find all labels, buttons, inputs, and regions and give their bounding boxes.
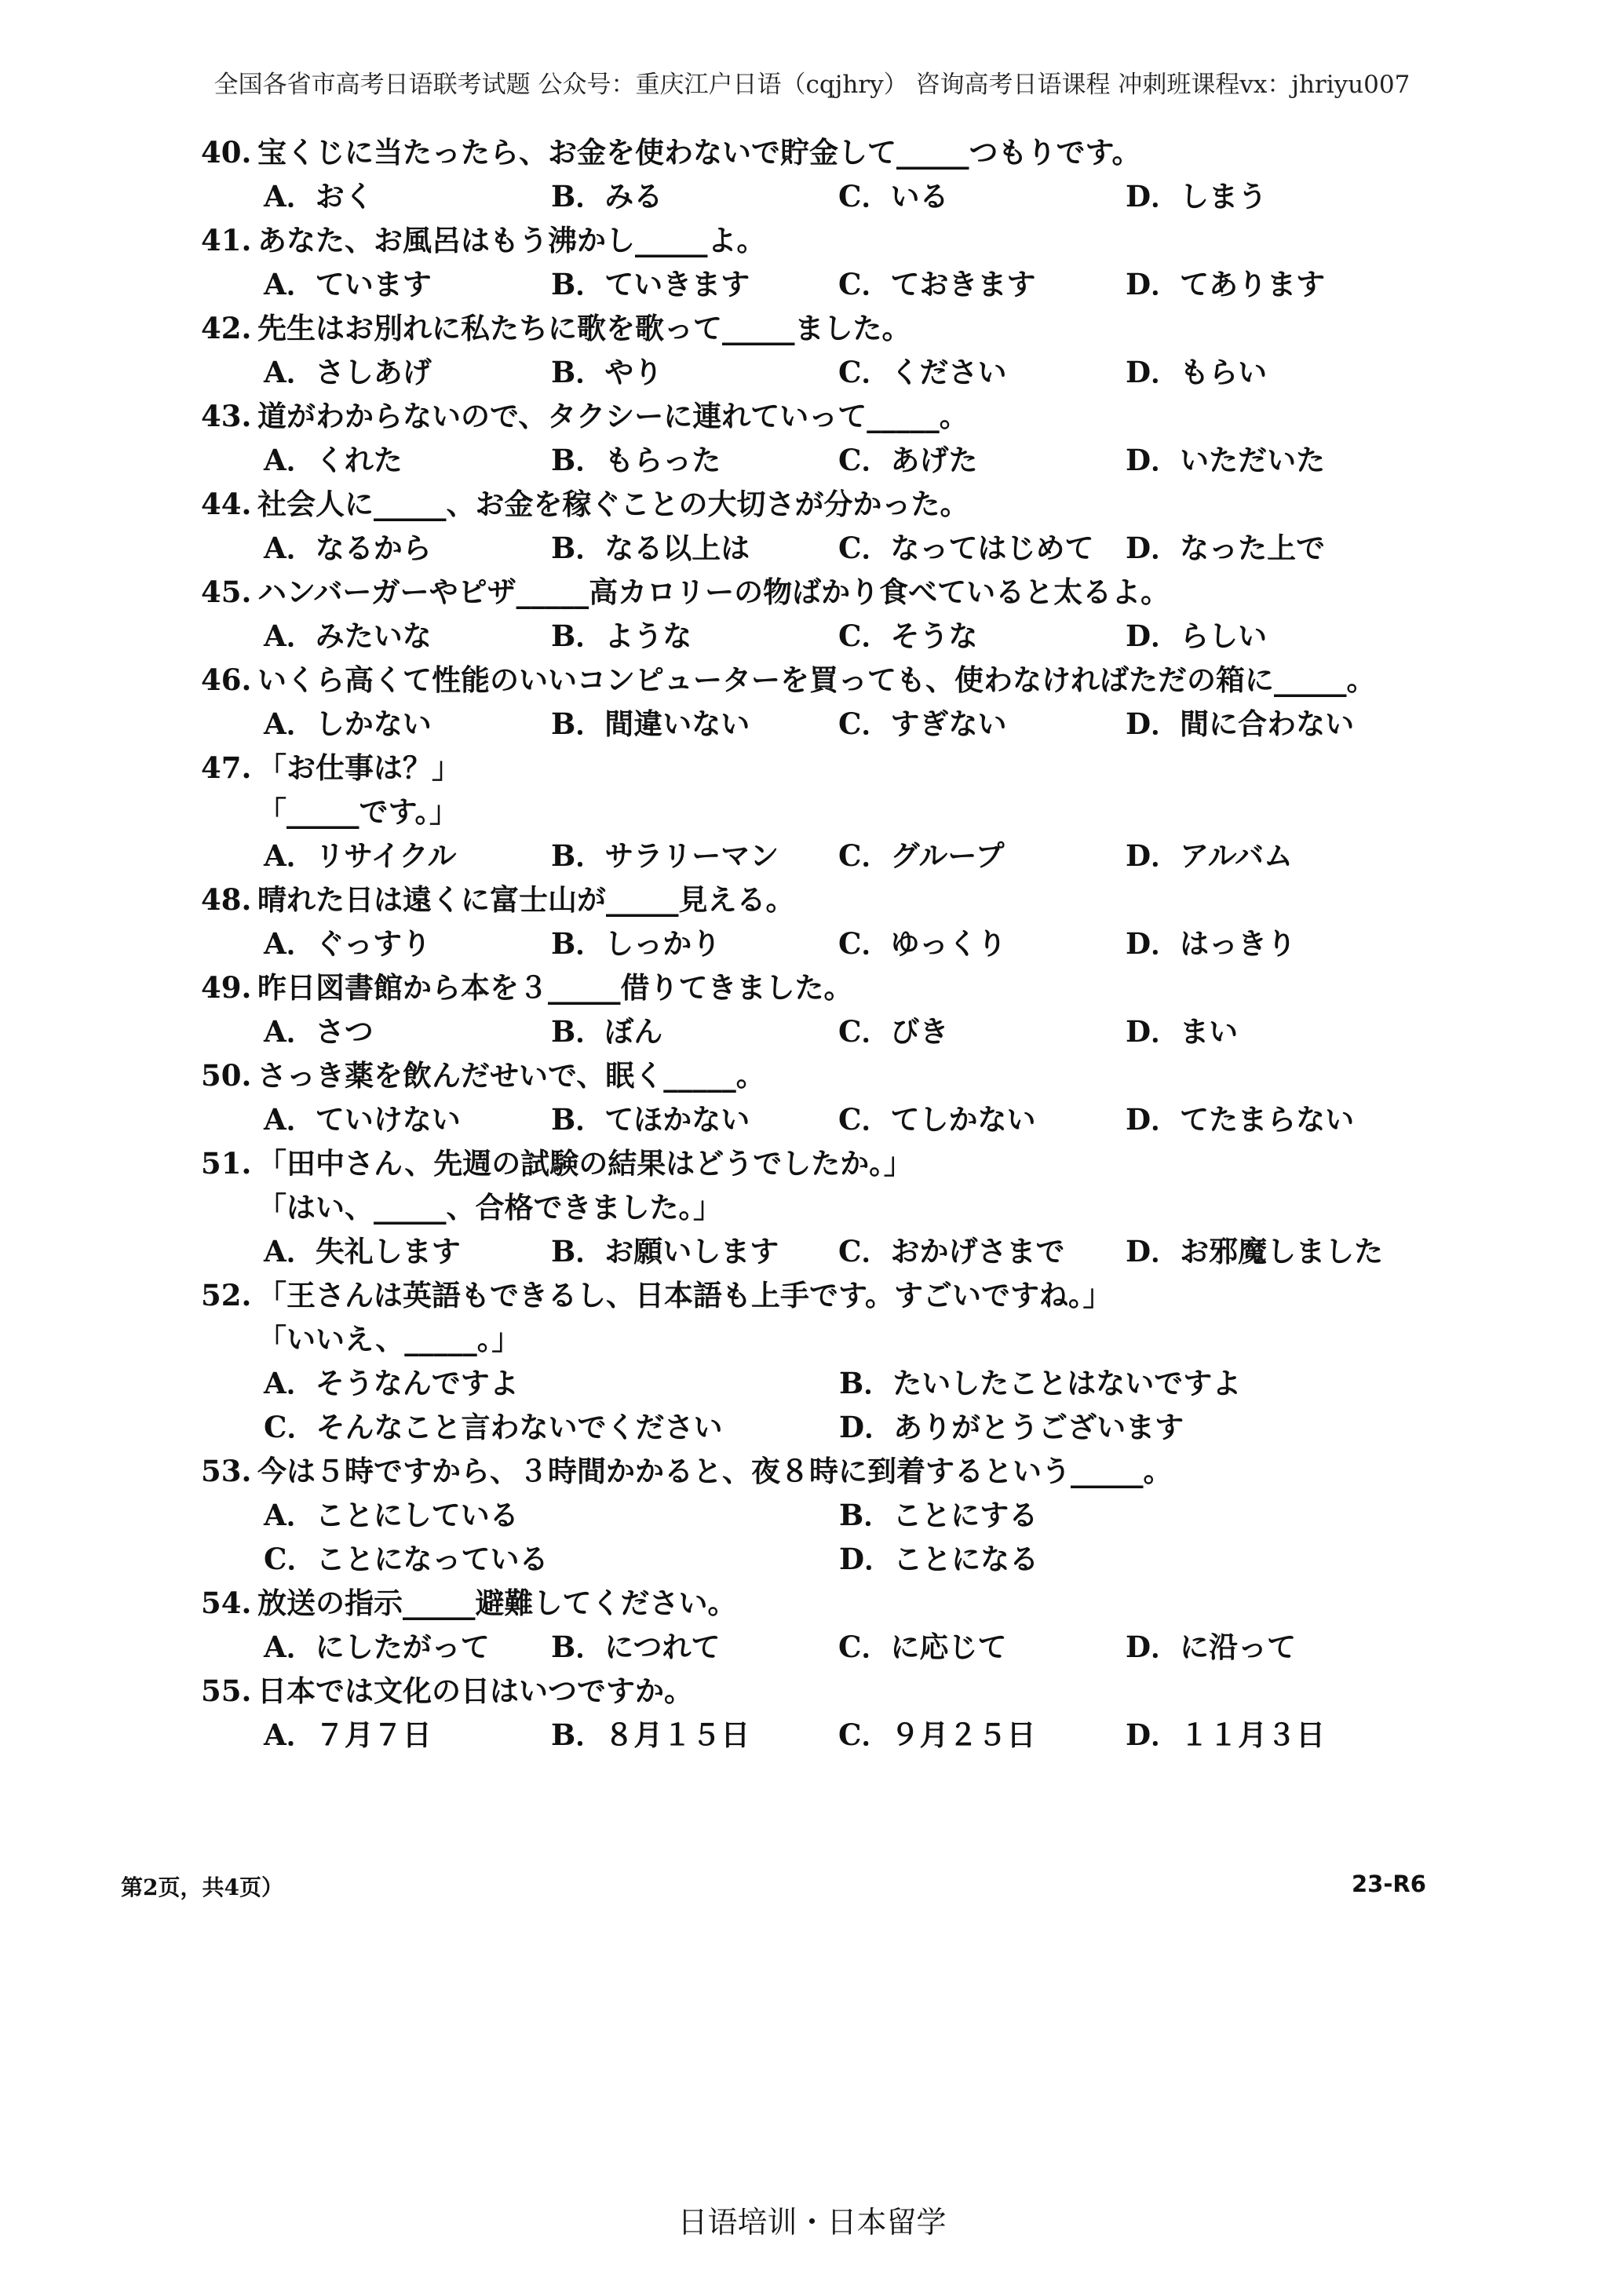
option: B．てほかない	[551, 1102, 750, 1137]
option: B．たいしたことはないですよ	[839, 1366, 1242, 1400]
page-number: 第2页，共4页）	[121, 1874, 283, 1900]
option: D．いただいた	[1126, 443, 1326, 477]
document-header: 全国各省市高考日语联考试题 公众号：重庆江户日语（cqjhry） 咨询高考日语课程 冲刺班课程vx：jhriyu007	[213, 71, 1411, 99]
option: B．ていきます	[551, 267, 750, 301]
question-list	[201, 130, 1425, 1757]
option: C．ください	[838, 355, 1007, 389]
option: D．もらい	[1126, 355, 1268, 389]
question-text: 晴れた日は遠くに富士山が_____見える。	[257, 882, 795, 917]
question	[201, 1273, 1425, 1449]
question-text: 放送の指示_____避難してください。	[257, 1586, 737, 1620]
option: D．ことになる	[839, 1542, 1039, 1576]
option: D．なった上で	[1126, 531, 1326, 565]
question	[201, 1053, 1425, 1141]
question-text: 「はい、_____、合格できました。」	[257, 1190, 722, 1225]
question-number: 41.	[201, 223, 252, 257]
question-number: 47.	[201, 750, 252, 785]
option: D．てあります	[1126, 267, 1326, 301]
option: D．１１月３日	[1126, 1717, 1326, 1752]
option: A．ことにしている	[264, 1498, 519, 1532]
option: B．サラリーマン	[551, 838, 779, 873]
option: D．らしい	[1126, 619, 1268, 653]
question-number: 42.	[201, 311, 252, 345]
option: C．そうな	[838, 619, 978, 653]
question-number: 55.	[201, 1674, 252, 1708]
question	[201, 878, 1425, 965]
option: C．いる	[838, 179, 949, 214]
question-text: さっき薬を飲んだせいで、眠く_____。	[257, 1058, 765, 1093]
option: A．失礼します	[264, 1234, 461, 1268]
option: B．もらった	[551, 443, 721, 477]
option: C．グループ	[838, 838, 1005, 873]
question-text: 「田中さん、先週の試験の結果はどうでしたか。」	[257, 1146, 913, 1181]
option: C．ておきます	[838, 267, 1036, 301]
option: B．みる	[551, 179, 663, 214]
question-number: 54.	[201, 1586, 252, 1620]
question-text: ハンバーガーやピザ_____高カロリーの物ばかり食べていると太るよ。	[257, 575, 1170, 609]
question-text: 「王さんは英語もできるし、日本語も上手です。すごいですね。」	[257, 1278, 1112, 1312]
option: D．まい	[1126, 1014, 1239, 1049]
question-number: 45.	[201, 575, 252, 609]
option: A．リサイクル	[264, 838, 457, 873]
question	[201, 658, 1425, 746]
question	[201, 1669, 1425, 1757]
question-number: 46.	[201, 663, 252, 697]
option: C．あげた	[838, 443, 978, 477]
question-number: 51.	[201, 1146, 252, 1181]
option: C．ゆっくり	[838, 926, 1007, 961]
question-number: 40.	[201, 135, 252, 170]
question-text: 先生はお別れに私たちに歌を歌って_____ました。	[257, 311, 911, 345]
option: C．おかげさまで	[838, 1234, 1065, 1268]
question-number: 44.	[201, 487, 252, 521]
question	[201, 1581, 1425, 1669]
option: B．お願いします	[551, 1234, 779, 1268]
option: D．てたまらない	[1126, 1102, 1355, 1137]
question-number: 49.	[201, 970, 252, 1005]
question-number: 48.	[201, 882, 252, 917]
question-text: 「お仕事は？」	[257, 750, 461, 785]
option: D．はっきり	[1126, 926, 1297, 961]
option: C．びき	[838, 1014, 949, 1049]
question	[201, 130, 1425, 218]
question-text: 日本では文化の日はいつですか。	[257, 1674, 693, 1708]
question	[201, 482, 1425, 570]
option: C．９月２５日	[838, 1717, 1036, 1752]
option: C．に応じて	[838, 1630, 1007, 1664]
question-text: 昨日図書館から本を３_____借りてきました。	[257, 970, 853, 1005]
option: A．おく	[264, 179, 374, 214]
option: B．ぼん	[551, 1014, 663, 1049]
question-text: 「いいえ、_____。」	[257, 1322, 521, 1356]
exam-code: 23-R6	[1352, 1871, 1426, 1897]
option: B．なる以上は	[551, 531, 750, 565]
question	[201, 1141, 1425, 1273]
option: A．ぐっすり	[264, 926, 431, 961]
option: B．ような	[551, 619, 692, 653]
option: A．みたいな	[264, 619, 432, 653]
question-text: いくら高くて性能のいいコンピューターを買っても、使わなければただの箱に_____。	[257, 663, 1376, 697]
option: D．お邪魔しました	[1126, 1234, 1384, 1268]
question-number: 52.	[201, 1278, 252, 1312]
question-text: 宝くじに当たったら、お金を使わないで貯金して_____つもりです。	[257, 135, 1141, 170]
question	[201, 746, 1425, 878]
option: D．間に合わない	[1126, 706, 1355, 741]
option: B．８月１５日	[551, 1717, 750, 1752]
option: A．ています	[264, 267, 432, 301]
option: A．くれた	[264, 443, 403, 477]
option: A．なるから	[264, 531, 432, 565]
question	[201, 218, 1425, 306]
option: C．てしかない	[838, 1102, 1036, 1137]
option: C．なってはじめて	[838, 531, 1094, 565]
option: C．すぎない	[838, 706, 1007, 741]
question-number: 43.	[201, 399, 252, 433]
option: D．しまう	[1126, 179, 1268, 214]
bottom-banner: 日语培训・日本留学	[677, 2205, 947, 2239]
question-text: 「_____です。」	[257, 794, 459, 829]
question-text: 今は５時ですから、３時間かかると、夜８時に到着するという_____。	[257, 1454, 1173, 1488]
option: A．さしあげ	[264, 355, 432, 389]
option: A．７月７日	[264, 1717, 432, 1752]
option: D．に沿って	[1126, 1630, 1297, 1664]
option: A．にしたがって	[264, 1630, 490, 1664]
option: A．しかない	[264, 706, 432, 741]
question	[201, 394, 1425, 482]
question	[201, 965, 1425, 1053]
option: D．アルバム	[1126, 838, 1294, 873]
option: B．につれて	[551, 1630, 721, 1664]
option: C．ことになっている	[264, 1542, 549, 1576]
option: A．さつ	[264, 1014, 374, 1049]
question	[201, 306, 1425, 394]
question	[201, 1449, 1425, 1581]
option: B．間違いない	[551, 706, 750, 741]
question-text: あなた、お風呂はもう沸かし_____よ。	[257, 223, 766, 257]
question-text: 社会人に_____、お金を稼ぐことの大切さが分かった。	[257, 487, 969, 521]
option: A．ていけない	[264, 1102, 461, 1137]
question-number: 50.	[201, 1058, 252, 1093]
question-number: 53.	[201, 1454, 252, 1488]
option: B．ことにする	[839, 1498, 1038, 1532]
option: A．そうなんですよ	[264, 1366, 519, 1400]
option: C．そんなこと言わないでください	[264, 1410, 723, 1444]
option: D．ありがとうございます	[839, 1410, 1184, 1444]
option: B．やり	[551, 355, 663, 389]
question-text: 道がわからないので、タクシーに連れていって_____。	[257, 399, 969, 433]
option: B．しっかり	[551, 926, 721, 961]
question	[201, 570, 1425, 658]
